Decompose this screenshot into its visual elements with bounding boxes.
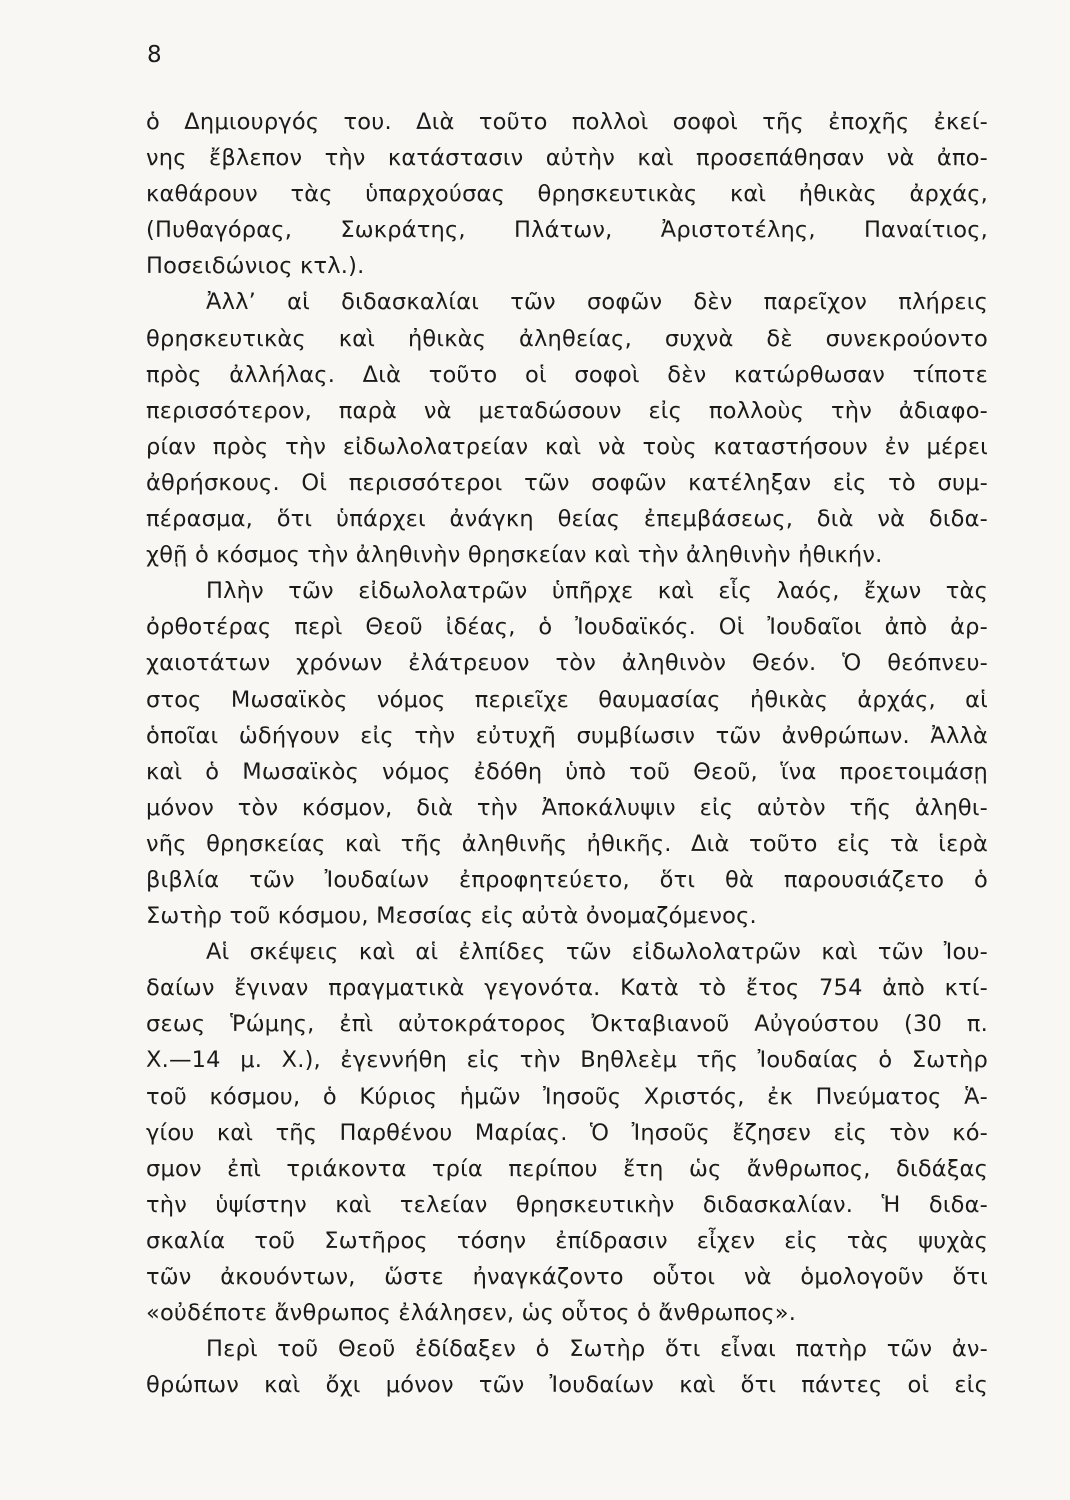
text-line: νης ἔβλεπον τὴν κατάστασιν αὐτὴν καὶ προσεπάθησαν νὰ ἀπο- <box>146 145 988 172</box>
text-line: δαίων ἔγιναν πραγματικὰ γεγονότα. Κατὰ τὸ ἔτος 754 ἀπὸ κτί- <box>146 975 988 1002</box>
text-line: ὀρθοτέρας περὶ Θεοῦ ἰδέας, ὁ Ἰουδαϊκός. Οἱ Ἰουδαῖοι ἀπὸ ἀρ- <box>146 614 988 641</box>
text-line: τῶν ἀκουόντων, ὥστε ἠναγκάζοντο οὗτοι νὰ ὁμολογοῦν ὅτι <box>146 1264 988 1290</box>
text-line: Χ.—14 μ. Χ.), ἐγεννήθη εἰς τὴν Βηθλεὲμ τῆς Ἰουδαίας ὁ Σωτὴρ <box>146 1047 988 1074</box>
text-line: ρίαν πρὸς τὴν εἰδωλολατρείαν καὶ νὰ τοὺς καταστήσουν ἐν μέρει <box>146 433 988 460</box>
text-line: καὶ ὁ Μωσαϊκὸς νόμος ἐδόθη ὑπὸ τοῦ Θεοῦ, ἵνα προετοιμάσῃ <box>146 758 988 785</box>
text-line: στος Μωσαϊκὸς νόμος περιεῖχε θαυμασίας ἠθικὰς ἀρχάς, αἱ <box>146 686 988 713</box>
text-line: σκαλία τοῦ Σωτῆρος τόσην ἐπίδρασιν εἶχεν εἰς τὰς ψυχὰς <box>146 1227 988 1254</box>
text-line: ὁ Δημιουργός του. Διὰ τοῦτο πολλοὶ σοφοὶ τῆς ἐποχῆς ἐκεί- <box>146 109 988 135</box>
text-line: περισσότερον, παρὰ νὰ μεταδώσουν εἰς πολλοὺς τὴν ἀδιαφο- <box>146 397 988 424</box>
text-line: καθάρουν τὰς ὑπαρχούσας θρησκευτικὰς καὶ ἠθικὰς ἀρχάς, <box>146 181 988 208</box>
text-line: ἀθρήσκους. Οἱ περισσότεροι τῶν σοφῶν κατέληξαν εἰς τὸ συμ- <box>146 469 988 496</box>
text-line: πέρασμα, ὅτι ὑπάρχει ἀνάγκη θείας ἐπεμβάσεως, διὰ νὰ διδα- <box>146 506 988 533</box>
page-number: 8 <box>147 42 162 68</box>
text-line: θρησκευτικὰς καὶ ἠθικὰς ἀληθείας, συχνὰ δὲ συνεκρούοντο <box>146 325 988 352</box>
text-line: (Πυθαγόρας, Σωκράτης, Πλάτων, Ἀριστοτέλης, Παναίτιος, <box>146 217 988 244</box>
text-line: τοῦ κόσμου, ὁ Κύριος ἡμῶν Ἰησοῦς Χριστός, ἐκ Πνεύματος Ἁ- <box>146 1083 988 1110</box>
text-line: χθῇ ὁ κόσμος τὴν ἀληθινὴν θρησκείαν καὶ τὴν ἀληθινὴν ἠθικήν. <box>146 542 883 569</box>
body-text <box>146 104 988 1403</box>
text-line: μόνον τὸν κόσμον, διὰ τὴν Ἀποκάλυψιν εἰς αὐτὸν τῆς ἀληθι- <box>146 794 988 821</box>
text-line: βιβλία τῶν Ἰουδαίων ἐπροφητεύετο, ὅτι θὰ παρουσιάζετο ὁ <box>146 866 988 893</box>
text-line: «οὐδέποτε ἄνθρωπος ἐλάλησεν, ὡς οὗτος ὁ ἄνθρωπος». <box>146 1300 797 1327</box>
text-line: Πλὴν τῶν εἰδωλολατρῶν ὑπῆρχε καὶ εἷς λαός, ἔχων τὰς <box>206 578 988 605</box>
text-line: τὴν ὑψίστην καὶ τελείαν θρησκευτικὴν διδασκαλίαν. Ἡ διδα- <box>146 1191 988 1218</box>
text-line: Σωτὴρ τοῦ κόσμου, Μεσσίας εἰς αὐτὰ ὀνομαζόμενος. <box>146 903 757 930</box>
text-line: σμον ἐπὶ τριάκοντα τρία περίπου ἔτη ὡς ἄνθρωπος, διδάξας <box>146 1155 988 1182</box>
text-line: Αἱ σκέψεις καὶ αἱ ἐλπίδες τῶν εἰδωλολατρῶν καὶ τῶν Ἰου- <box>206 939 988 966</box>
text-line: Ποσειδώνιος κτλ.). <box>146 253 365 280</box>
text-line: Περὶ τοῦ Θεοῦ ἐδίδαξεν ὁ Σωτὴρ ὅτι εἶναι πατὴρ τῶν ἀν- <box>206 1336 988 1363</box>
text-line: ὁποῖαι ὡδήγουν εἰς τὴν εὐτυχῆ συμβίωσιν τῶν ἀνθρώπων. Ἀλλὰ <box>146 722 988 749</box>
text-line: γίου καὶ τῆς Παρθένου Μαρίας. Ὁ Ἰησοῦς ἔζησεν εἰς τὸν κό- <box>146 1119 988 1146</box>
text-line: θρώπων καὶ ὄχι μόνον τῶν Ἰουδαίων καὶ ὅτι πάντες οἱ εἰς <box>146 1372 988 1399</box>
text-line: νῆς θρησκείας καὶ τῆς ἀληθινῆς ἠθικῆς. Διὰ τοῦτο εἰς τὰ ἱερὰ <box>146 830 988 857</box>
text-line: Ἀλλ’ αἱ διδασκαλίαι τῶν σοφῶν δὲν παρεῖχον πλήρεις <box>206 289 988 316</box>
text-line: σεως Ῥώμης, ἐπὶ αὐτοκράτορος Ὀκταβιανοῦ Αὐγούστου (30 π. <box>146 1011 988 1038</box>
text-line: χαιοτάτων χρόνων ἐλάτρευον τὸν ἀληθινὸν Θεόν. Ὁ θεόπνευ- <box>146 650 988 677</box>
text-line: πρὸς ἀλλήλας. Διὰ τοῦτο οἱ σοφοὶ δὲν κατώρθωσαν τίποτε <box>146 361 988 388</box>
